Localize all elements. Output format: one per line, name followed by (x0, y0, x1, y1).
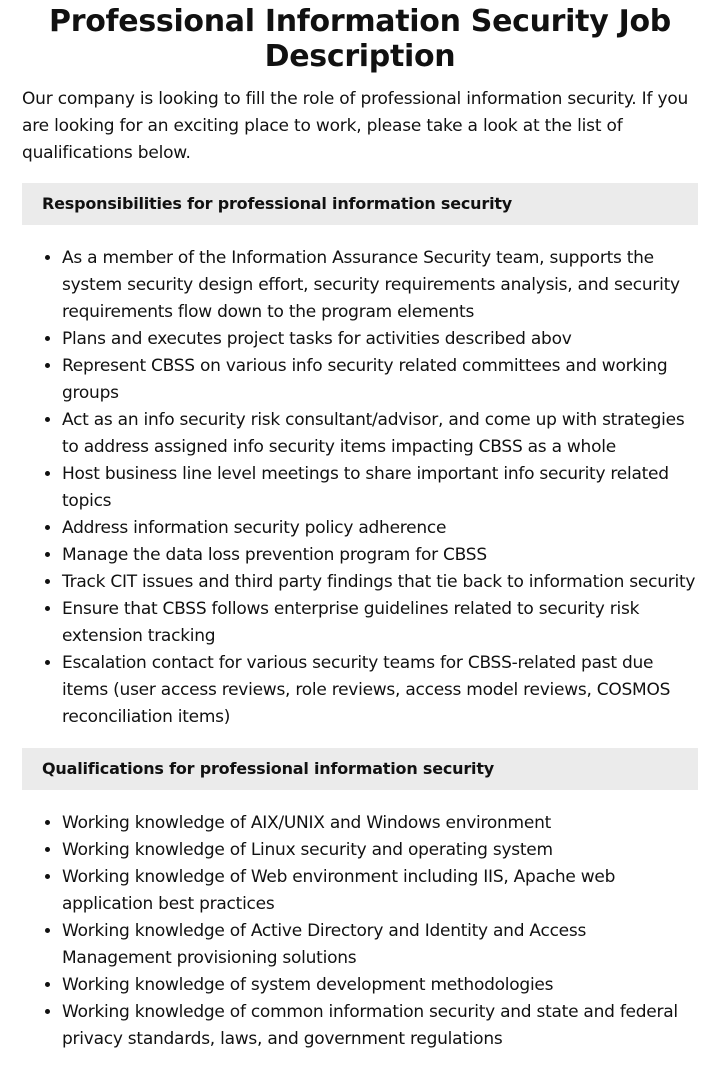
intro-paragraph: Our company is looking to fill the role of professional information security. If you are looking for an exciting place to work, please take a look at the list of qualifications below. (22, 89, 689, 163)
responsibilities-heading: Responsibilities for professional information security (22, 183, 698, 225)
responsibilities-list (22, 245, 698, 731)
job-description-page (22, 0, 698, 1053)
list-item: • As a member of the Information Assurance Security team, supports the system security design effort, security requirements analysis, and security requirements flow down to the program elements (62, 245, 698, 326)
list-item: • Working knowledge of AIX/UNIX and Windows environment (62, 810, 698, 837)
list-item: • Working knowledge of Linux security and operating system (62, 837, 698, 864)
qualifications-list (22, 810, 698, 1053)
list-item: • Host business line level meetings to share important info security related topics (62, 461, 698, 515)
list-item: • Working knowledge of common information security and state and federal privacy standards, laws, and government regulations (62, 999, 698, 1053)
list-item: • Working knowledge of Web environment including IIS, Apache web application best practices (62, 864, 698, 918)
list-item: • Track CIT issues and third party findings that tie back to information security (62, 569, 698, 596)
list-item: • Manage the data loss prevention program for CBSS (62, 542, 698, 569)
list-item: • Ensure that CBSS follows enterprise guidelines related to security risk extension tracking (62, 596, 698, 650)
qualifications-heading: Qualifications for professional information security (22, 748, 698, 790)
list-item: • Act as an info security risk consultant/advisor, and come up with strategies to address assigned info security items impacting CBSS as a whole (62, 407, 698, 461)
list-item: • Escalation contact for various security teams for CBSS-related past due items (user access reviews, role reviews, access model reviews, COSMOS reconciliation items) (62, 650, 698, 731)
list-item: • Plans and executes project tasks for activities described abov (62, 326, 698, 353)
list-item: • Address information security policy adherence (62, 515, 698, 542)
page-title: Professional Information Security Job Description (49, 4, 671, 74)
list-item: • Working knowledge of Active Directory and Identity and Access Management provisioning solutions (62, 918, 698, 972)
list-item: • Working knowledge of system development methodologies (62, 972, 698, 999)
list-item: • Represent CBSS on various info security related committees and working groups (62, 353, 698, 407)
